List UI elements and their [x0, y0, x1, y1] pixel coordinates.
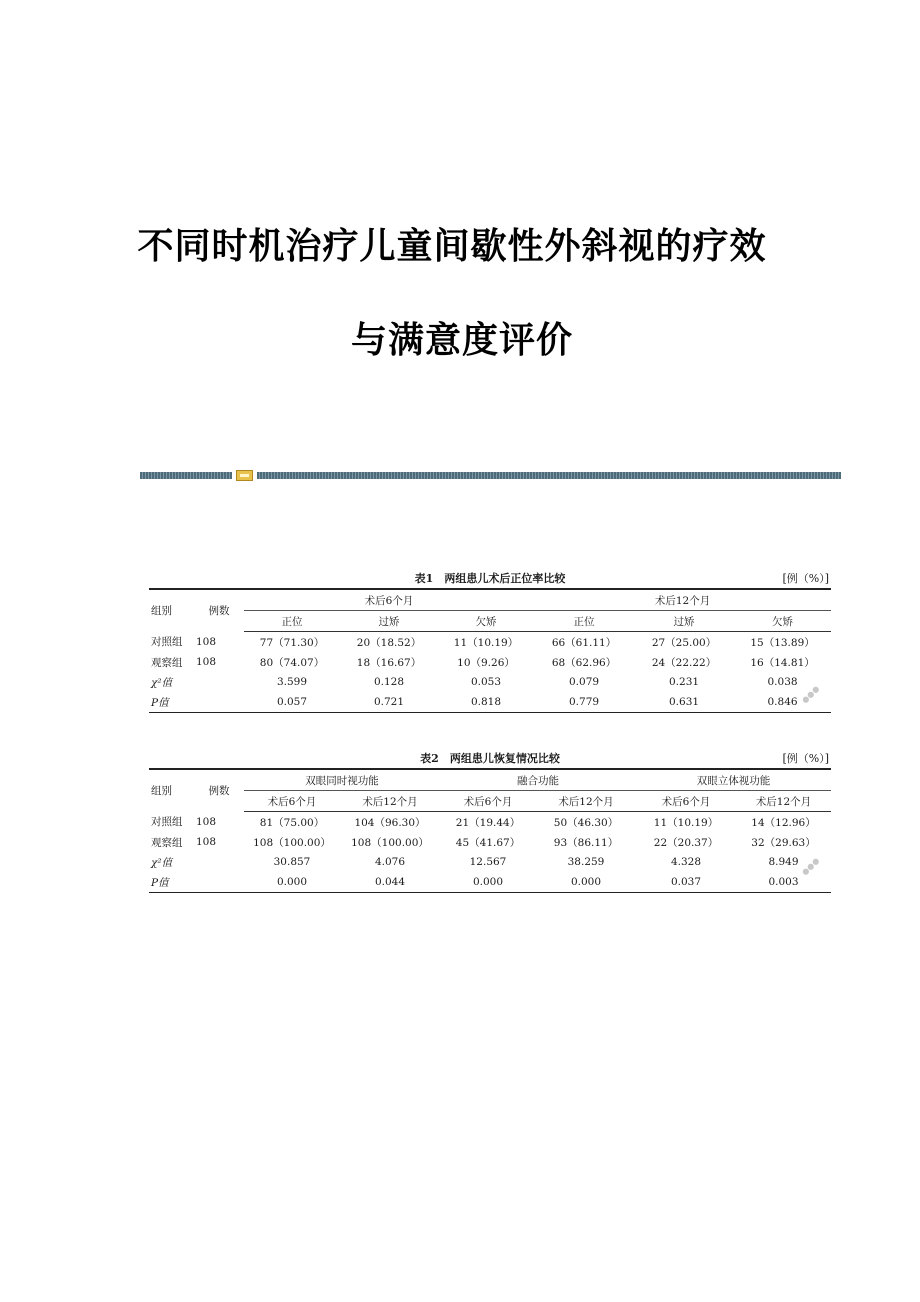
table-2-header-sub: 术后12个月: [536, 791, 636, 812]
table-cell: 16（14.81）: [750, 656, 815, 669]
table-cell: 66（61.11）: [551, 636, 617, 649]
table-cell: 12.567: [469, 856, 507, 868]
table-cell: 108: [196, 815, 217, 828]
table-row: [149, 812, 831, 833]
section-divider: [140, 470, 841, 480]
document-title-line-2: 与满意度评价: [350, 319, 573, 361]
table-row: [149, 672, 831, 692]
table-1: [149, 568, 831, 713]
table-cell: 0.000: [276, 876, 308, 888]
table-1-header-count: 例数: [208, 605, 230, 618]
watermark-stamp: ●●●: [799, 683, 822, 706]
table-cell: 80（74.07）: [259, 656, 325, 669]
table-cell: 0.721: [373, 696, 405, 708]
table-cell: P值: [151, 696, 169, 709]
table-2-unit: [例（%）]: [782, 752, 829, 765]
table-cell: 对照组: [151, 636, 183, 649]
table-cell: 93（86.11）: [553, 836, 619, 849]
table-2-header-sub: 术后12个月: [736, 791, 831, 812]
table-2-title: 表2 两组患儿恢复情况比较: [420, 752, 560, 765]
table-cell: 0.818: [470, 696, 502, 708]
divider-bar-left: [140, 472, 232, 479]
table-cell: [194, 852, 244, 872]
table-2-header-sub: 术后6个月: [440, 791, 536, 812]
table-cell: 11（10.19）: [453, 636, 519, 649]
table-cell: 21（19.44）: [455, 816, 521, 829]
table-cell: 81（75.00）: [259, 816, 325, 829]
table-row: [149, 872, 831, 893]
watermark-stamp: ●●●: [799, 855, 822, 878]
table-cell: P值: [151, 876, 169, 889]
table-2-grid: [149, 768, 831, 893]
table-cell: 108: [196, 836, 217, 848]
table-cell: 27（25.00）: [651, 636, 717, 649]
table-1-header-sub: 欠矫: [734, 611, 831, 632]
table-cell: 0.044: [374, 876, 406, 888]
table-1-header-sub: 过矫: [340, 611, 438, 632]
table-cell: 32（29.63）: [751, 836, 816, 849]
table-cell: 50（46.30）: [553, 816, 619, 829]
table-cell: 0.779: [569, 696, 600, 708]
table-cell: 108（100.00）: [351, 836, 429, 849]
table-cell: [194, 872, 244, 893]
table-row: [149, 852, 831, 872]
table-cell: 8.949: [768, 856, 799, 868]
divider-emblem-icon: [236, 470, 253, 481]
table-cell: 4.328: [670, 856, 702, 868]
table-cell: 0.053: [470, 676, 502, 688]
table-cell: 22（20.37）: [653, 836, 719, 849]
table-1-header-group: 组别: [151, 605, 172, 618]
table-cell: [194, 692, 244, 713]
table-cell: 18（16.67）: [356, 656, 422, 669]
table-row: [149, 832, 831, 852]
table-cell: 77（71.30）: [259, 636, 325, 649]
divider-bar-right: [257, 472, 841, 479]
table-cell: 观察组: [151, 656, 183, 669]
table-row: [149, 652, 831, 672]
table-1-header-period-6m: 术后6个月: [244, 589, 534, 611]
table-cell: 0.000: [472, 876, 504, 888]
table-1-title: 表1 两组患儿术后正位率比较: [414, 572, 566, 585]
table-cell: 0.000: [570, 876, 602, 888]
table-2-header-sub: 术后12个月: [340, 791, 440, 812]
table-2-header-stereo: 双眼立体视功能: [636, 769, 831, 791]
table-1-header-sub: 欠矫: [438, 611, 534, 632]
table-cell: 20（18.52）: [356, 636, 422, 649]
table-cell: 0.231: [669, 676, 700, 688]
table-cell: [194, 672, 244, 692]
table-row: [149, 692, 831, 713]
table-cell: 11（10.19）: [653, 816, 719, 829]
table-1-header-sub: 正位: [244, 611, 340, 632]
table-1-unit: [例（%）]: [782, 572, 829, 585]
table-cell: 108: [196, 656, 217, 668]
table-cell: χ²值: [151, 676, 173, 689]
table-cell: 0.003: [768, 876, 799, 888]
table-1-grid: [149, 588, 831, 713]
table-cell: 30.857: [273, 856, 311, 868]
table-2: [149, 748, 831, 893]
table-row: [149, 632, 831, 653]
table-cell: 24（22.22）: [651, 656, 717, 669]
table-cell: χ²值: [151, 856, 173, 869]
table-2-header-sub: 术后6个月: [636, 791, 736, 812]
table-2-header-count: 例数: [208, 785, 230, 798]
table-cell: 108（100.00）: [253, 836, 331, 849]
table-cell: 45（41.67）: [455, 836, 521, 849]
table-cell: 对照组: [151, 816, 183, 829]
table-cell: 0.631: [669, 696, 700, 708]
table-2-header-sub: 术后6个月: [244, 791, 340, 812]
table-1-header-period-12m: 术后12个月: [534, 589, 831, 611]
table-cell: 0.079: [569, 676, 600, 688]
table-cell: 14（12.96）: [751, 816, 816, 829]
table-cell: 15（13.89）: [750, 636, 815, 649]
table-2-header-group: 组别: [151, 785, 172, 798]
table-cell: 0.037: [670, 876, 702, 888]
table-1-header-sub: 过矫: [634, 611, 734, 632]
table-cell: 0.846: [767, 696, 798, 708]
table-cell: 0.057: [276, 696, 308, 708]
table-cell: 0.038: [767, 676, 798, 688]
table-cell: 38.259: [567, 856, 605, 868]
table-cell: 104（96.30）: [354, 816, 426, 829]
table-cell: 观察组: [151, 836, 183, 849]
table-cell: 10（9.26）: [457, 656, 515, 669]
table-2-header-binocular: 双眼同时视功能: [244, 769, 440, 791]
document-title-line-1: 不同时机治疗儿童间歇性外斜视的疗效: [137, 225, 767, 267]
table-cell: 0.128: [373, 676, 405, 688]
table-1-header-sub: 正位: [534, 611, 634, 632]
table-cell: 108: [196, 635, 217, 648]
table-cell: 4.076: [374, 856, 406, 868]
table-2-header-fusion: 融合功能: [440, 769, 636, 791]
table-cell: 3.599: [276, 676, 308, 688]
table-cell: 68（62.96）: [551, 656, 617, 669]
